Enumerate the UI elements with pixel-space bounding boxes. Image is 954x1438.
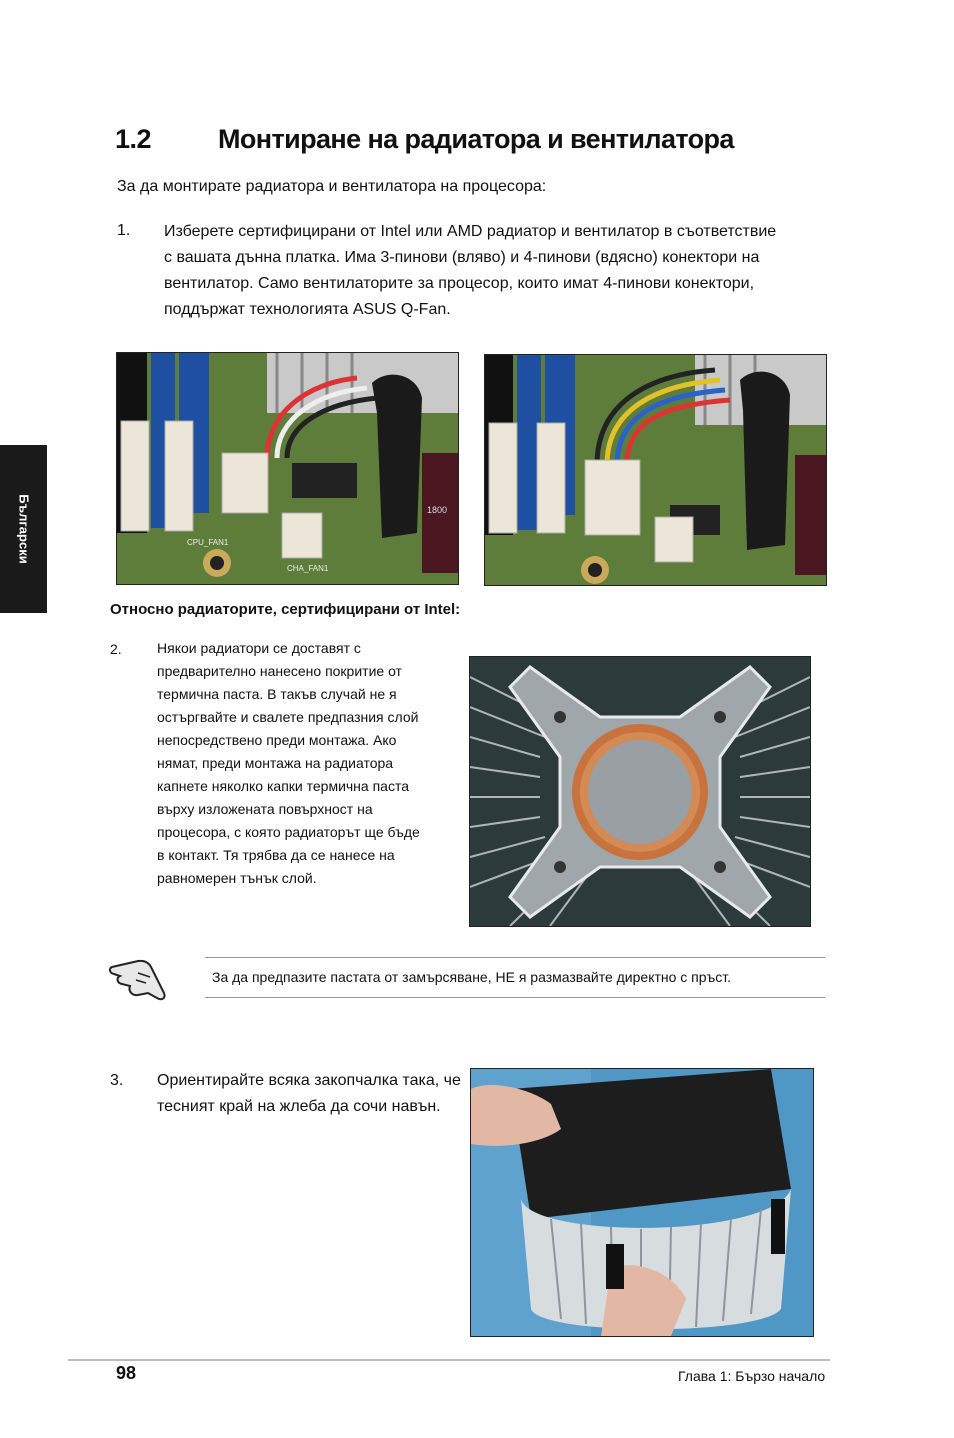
step1-line: вентилатор. Само вентилаторите за процесор, които имат 4-пинови конектори,: [164, 275, 755, 292]
step2-line: предварително нанесено покритие от: [157, 663, 402, 679]
step2-line: нямат, преди монтажа на радиатора: [157, 755, 394, 771]
step2-text: [157, 637, 420, 890]
photo-3pin-connector: [116, 352, 459, 585]
chapter-title: Глава 1: Бързо начало: [678, 1368, 826, 1384]
step2-line: в контакт. Тя трябва да се нанесе на: [157, 847, 395, 863]
step3-line: тесният край на жлеба да сочи навън.: [157, 1098, 441, 1115]
step2-line: равномерен тънък слой.: [157, 870, 317, 886]
step1-line: поддържат технологията ASUS Q-Fan.: [164, 301, 451, 318]
cpu-fan-label: CPU_FAN1: [187, 538, 229, 547]
step2-number: 2.: [110, 641, 122, 657]
step2-line: Някои радиатори се доставят с: [157, 640, 361, 656]
step3-number: 3.: [110, 1072, 124, 1089]
step2-line: остъргвайте и свалете предпазния слой: [157, 709, 419, 725]
step1-number: 1.: [117, 222, 131, 239]
step1-text: [164, 219, 776, 323]
step1-line: Изберете сертифицирани от Intel или AMD радиатор и вентилатор в съответствие: [164, 223, 777, 240]
section-title: Монтиране на радиатора и вентилатора: [218, 124, 734, 154]
hand-icon: [108, 953, 168, 1003]
photo-heatsink-base: [469, 656, 811, 927]
step1-line: с вашата дънна платка. Има 3-пинови (вляво) и 4-пинови (вдясно) конектори на: [164, 249, 760, 266]
step2-line: непосредствено преди монтажа. Ако: [157, 732, 397, 748]
step2-line: върху изложената повърхност на: [157, 801, 373, 817]
note-text: За да предпазите пастата от замърсяване, НЕ я размазвайте директно с пръст.: [212, 969, 732, 985]
intel-subheading: Относно радиаторите, сертифицирани от Intel:: [110, 601, 461, 618]
section-number: 1.2: [115, 124, 152, 154]
capacitor-label: 1800: [427, 505, 448, 515]
intro-text: За да монтирате радиатора и вентилатора на процесора:: [117, 178, 547, 195]
note-bottom-rule: [205, 997, 825, 998]
photo-fastener-orientation: [470, 1068, 814, 1337]
cha-fan-label: CHA_FAN1: [287, 564, 329, 573]
photo-4pin-connector: [484, 354, 827, 586]
step2-line: капнете няколко капки термична паста: [157, 778, 409, 794]
step3-line: Ориентирайте всяка закопчалка така, че: [157, 1072, 461, 1089]
footer-rule: [68, 1359, 830, 1361]
language-tab-label: Български: [16, 494, 31, 564]
note-top-rule: [205, 957, 825, 958]
language-tab: [0, 445, 47, 613]
page-number: 98: [116, 1363, 137, 1383]
step2-line: процесора, с която радиаторът ще бъде: [157, 824, 420, 840]
step3-text: [157, 1068, 461, 1120]
step2-line: термична паста. В такъв случай не я: [157, 686, 397, 702]
